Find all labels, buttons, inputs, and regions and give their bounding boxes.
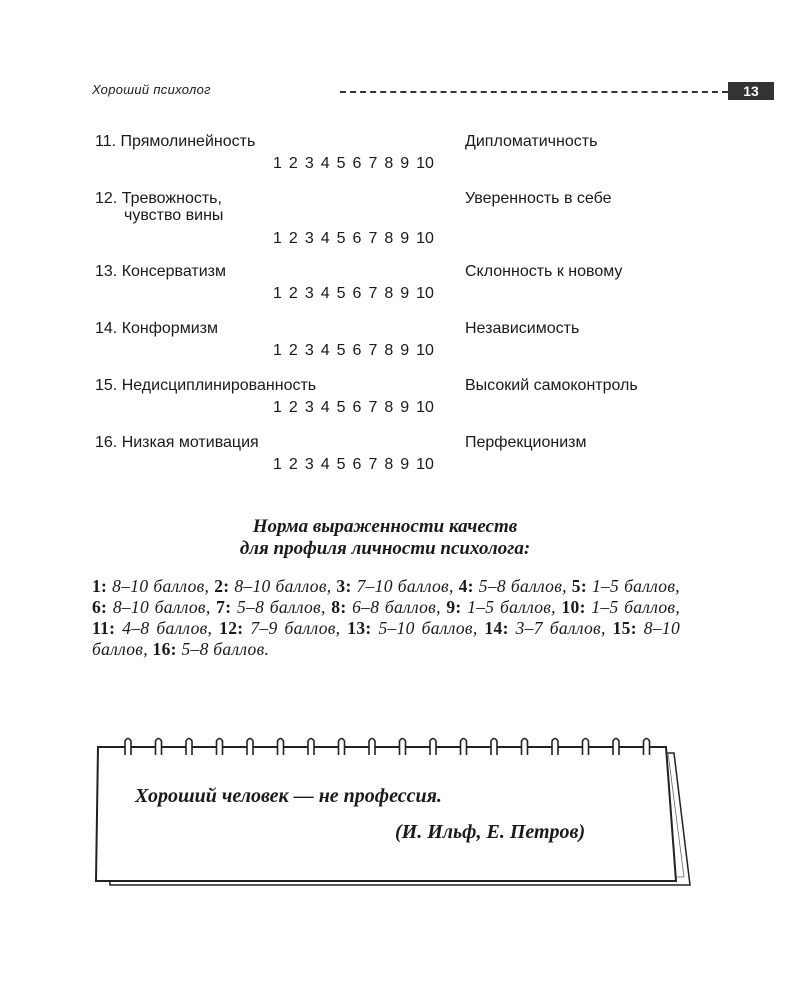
norm-entry-value: 5–8 баллов [478, 576, 563, 596]
scale-number: 8 [384, 342, 394, 359]
spiral-ring [339, 739, 345, 756]
norm-entry-number: 15: [612, 618, 637, 638]
norm-entry-value: 5–10 баллов [378, 618, 473, 638]
norm-entry-number: 1: [92, 576, 108, 596]
norm-entry-number: 3: [336, 576, 352, 596]
scale-number: 1 [273, 342, 282, 359]
scale-number: 8 [384, 399, 394, 416]
norm-entry-value: 8–10 баллов [112, 597, 206, 617]
scale-number: 6 [352, 230, 362, 247]
spiral-ring [491, 739, 497, 756]
scale-left-label: 12. Тревожность, [95, 190, 222, 207]
spiral-ring [613, 739, 619, 756]
scale-number: 7 [368, 342, 378, 359]
norm-entry-value: 7–10 баллов [356, 576, 449, 596]
norm-entry-number: 16: [152, 639, 177, 659]
scale-number: 3 [304, 155, 314, 172]
spiral-ring [583, 739, 589, 756]
scale-number: 6 [352, 285, 362, 302]
scale-numbers [273, 399, 441, 417]
scale-number: 2 [288, 155, 298, 172]
page-header [92, 82, 759, 102]
norm-entry-value: 8–10 баллов [112, 576, 205, 596]
scale-number: 10 [416, 399, 434, 416]
scale-number: 8 [384, 230, 394, 247]
scale-left-label: 13. Консерватизм [95, 263, 227, 280]
spiral-ring [156, 739, 162, 756]
scale-number: 3 [304, 342, 314, 359]
scale-left-label-cont: чувство вины [124, 207, 224, 224]
scale-number: 5 [336, 342, 346, 359]
scale-left-label: 14. Конформизм [95, 320, 218, 337]
scale-number: 9 [400, 230, 410, 247]
scale-number: 6 [352, 399, 362, 416]
norm-entry-number: 10: [561, 597, 586, 617]
spiral-ring [430, 739, 436, 756]
spiral-ring [522, 739, 528, 756]
scale-number: 6 [352, 155, 362, 172]
quote-author: (И. Ильф, Е. Петров) [395, 821, 586, 843]
norm-entry-number: 13: [347, 618, 372, 638]
norm-entry-value: 7–9 баллов [250, 618, 336, 638]
spiral-ring [369, 739, 375, 756]
spiral-ring [186, 739, 192, 756]
scale-number: 2 [288, 230, 298, 247]
scale-number: 9 [400, 155, 410, 172]
norm-entry-value: 6–8 баллов [352, 597, 437, 617]
scale-number: 5 [336, 456, 346, 473]
scale-number: 4 [320, 456, 330, 473]
header-dashed-rule [340, 91, 728, 93]
scale-numbers [273, 230, 441, 248]
spiral-ring [308, 739, 314, 756]
scale-number: 5 [336, 399, 346, 416]
spiral-ring [217, 739, 223, 756]
spiral-ring [400, 739, 406, 756]
scale-number: 8 [384, 155, 394, 172]
scale-number: 9 [400, 456, 410, 473]
quote-text: Хороший человек — не профессия. [135, 785, 442, 807]
scale-right-label: Независимость [465, 320, 580, 337]
notepad-drawing [90, 735, 700, 905]
scale-numbers [273, 155, 441, 173]
scale-number: 1 [273, 399, 282, 416]
spiral-ring [247, 739, 253, 756]
scale-number: 2 [288, 456, 298, 473]
scale-numbers [273, 342, 441, 360]
scale-number: 10 [416, 342, 434, 359]
scale-right-label: Перфекционизм [465, 434, 587, 451]
norm-entries: 1: 8–10 баллов, 2: 8–10 баллов, 3: 7–10 баллов, 4: 5–8 баллов, 5: 1–5 баллов, 6: 8–10 баллов, 7: 5–8 баллов, 8: 6–8 баллов, 9: 1–5 баллов, 10: 1–5 баллов, 11: 4–8 баллов, 12: 7–9 баллов, 13: 5–10 баллов, 14: 3–7 баллов, 15: 8–10 баллов, 16: 5–8 баллов. [92, 576, 681, 659]
scale-number: 9 [400, 285, 410, 302]
norm-entry-number: 14: [484, 618, 509, 638]
norm-title-line2: для профиля личности психолога: [239, 538, 531, 559]
quote-notepad [90, 735, 700, 905]
scale-number: 5 [336, 285, 346, 302]
page-number: 13 [728, 82, 774, 100]
scale-number: 5 [336, 155, 346, 172]
spiral-ring [125, 739, 131, 756]
scale-number: 2 [288, 399, 298, 416]
scale-number: 7 [368, 230, 378, 247]
norm-entry-value: 4–8 баллов [122, 618, 208, 638]
norm-entry-number: 5: [571, 576, 587, 596]
scale-number: 2 [288, 285, 298, 302]
scale-number: 9 [400, 342, 410, 359]
scale-number: 1 [273, 155, 282, 172]
scale-right-label: Уверенность в себе [465, 190, 612, 207]
scale-number: 8 [384, 285, 394, 302]
norm-entry-value: 1–5 баллов [467, 597, 552, 617]
norm-entry-value: 5–8 баллов [181, 639, 265, 659]
scale-number: 7 [368, 456, 378, 473]
norm-entry-number: 9: [446, 597, 462, 617]
scale-number: 4 [320, 155, 330, 172]
scale-number: 10 [416, 285, 434, 302]
spiral-ring [461, 739, 467, 756]
norm-entry-number: 2: [214, 576, 230, 596]
norm-entry-value: 8–10 баллов [234, 576, 327, 596]
scale-number: 3 [304, 456, 314, 473]
norm-entry-number: 12: [219, 618, 244, 638]
norm-entry-number: 4: [458, 576, 474, 596]
scale-number: 6 [352, 456, 362, 473]
scale-number: 7 [368, 399, 378, 416]
norm-entry-number: 7: [216, 597, 232, 617]
scale-number: 10 [416, 230, 434, 247]
scale-number: 3 [304, 230, 314, 247]
scale-numbers [273, 285, 441, 303]
scale-number: 4 [320, 230, 330, 247]
scale-number: 3 [304, 285, 314, 302]
scale-right-label: Склонность к новому [465, 263, 623, 280]
spiral-ring [552, 739, 558, 756]
scale-number: 1 [273, 456, 282, 473]
scale-number: 4 [320, 399, 330, 416]
running-title: Хороший психолог [92, 82, 211, 97]
scale-number: 3 [304, 399, 314, 416]
scale-left-label: 11. Прямолинейность [95, 133, 256, 150]
spiral-ring [278, 739, 284, 756]
spiral-ring [644, 739, 650, 756]
norm-entry-value: 5–8 баллов [236, 597, 321, 617]
scale-number: 7 [368, 285, 378, 302]
scale-number: 1 [273, 285, 282, 302]
scale-number: 7 [368, 155, 378, 172]
norm-entry-number: 6: [92, 597, 108, 617]
scale-number: 8 [384, 456, 394, 473]
norm-entry-value: 1–5 баллов [591, 597, 676, 617]
scale-number: 10 [416, 155, 434, 172]
scale-number: 6 [352, 342, 362, 359]
norm-entry-value: 3–7 баллов [515, 618, 601, 638]
scale-number: 2 [288, 342, 298, 359]
scale-number: 1 [273, 230, 282, 247]
scale-number: 4 [320, 342, 330, 359]
scale-number: 9 [400, 399, 410, 416]
scale-right-label: Высокий самоконтроль [465, 377, 638, 394]
norm-entry-number: 11: [92, 618, 116, 638]
norm-entry-number: 8: [331, 597, 347, 617]
scale-numbers [273, 456, 441, 474]
norm-title-line1: Норма выраженности качеств [252, 516, 518, 537]
scale-left-label: 16. Низкая мотивация [95, 434, 259, 451]
scale-number: 5 [336, 230, 346, 247]
scale-number: 10 [416, 456, 434, 473]
scale-number: 4 [320, 285, 330, 302]
norm-entry-value: 8–10 баллов [92, 618, 680, 659]
norm-entry-value: 1–5 баллов [591, 576, 676, 596]
scale-left-label: 15. Недисциплинированность [95, 377, 317, 394]
scale-right-label: Дипломатичность [465, 133, 598, 150]
